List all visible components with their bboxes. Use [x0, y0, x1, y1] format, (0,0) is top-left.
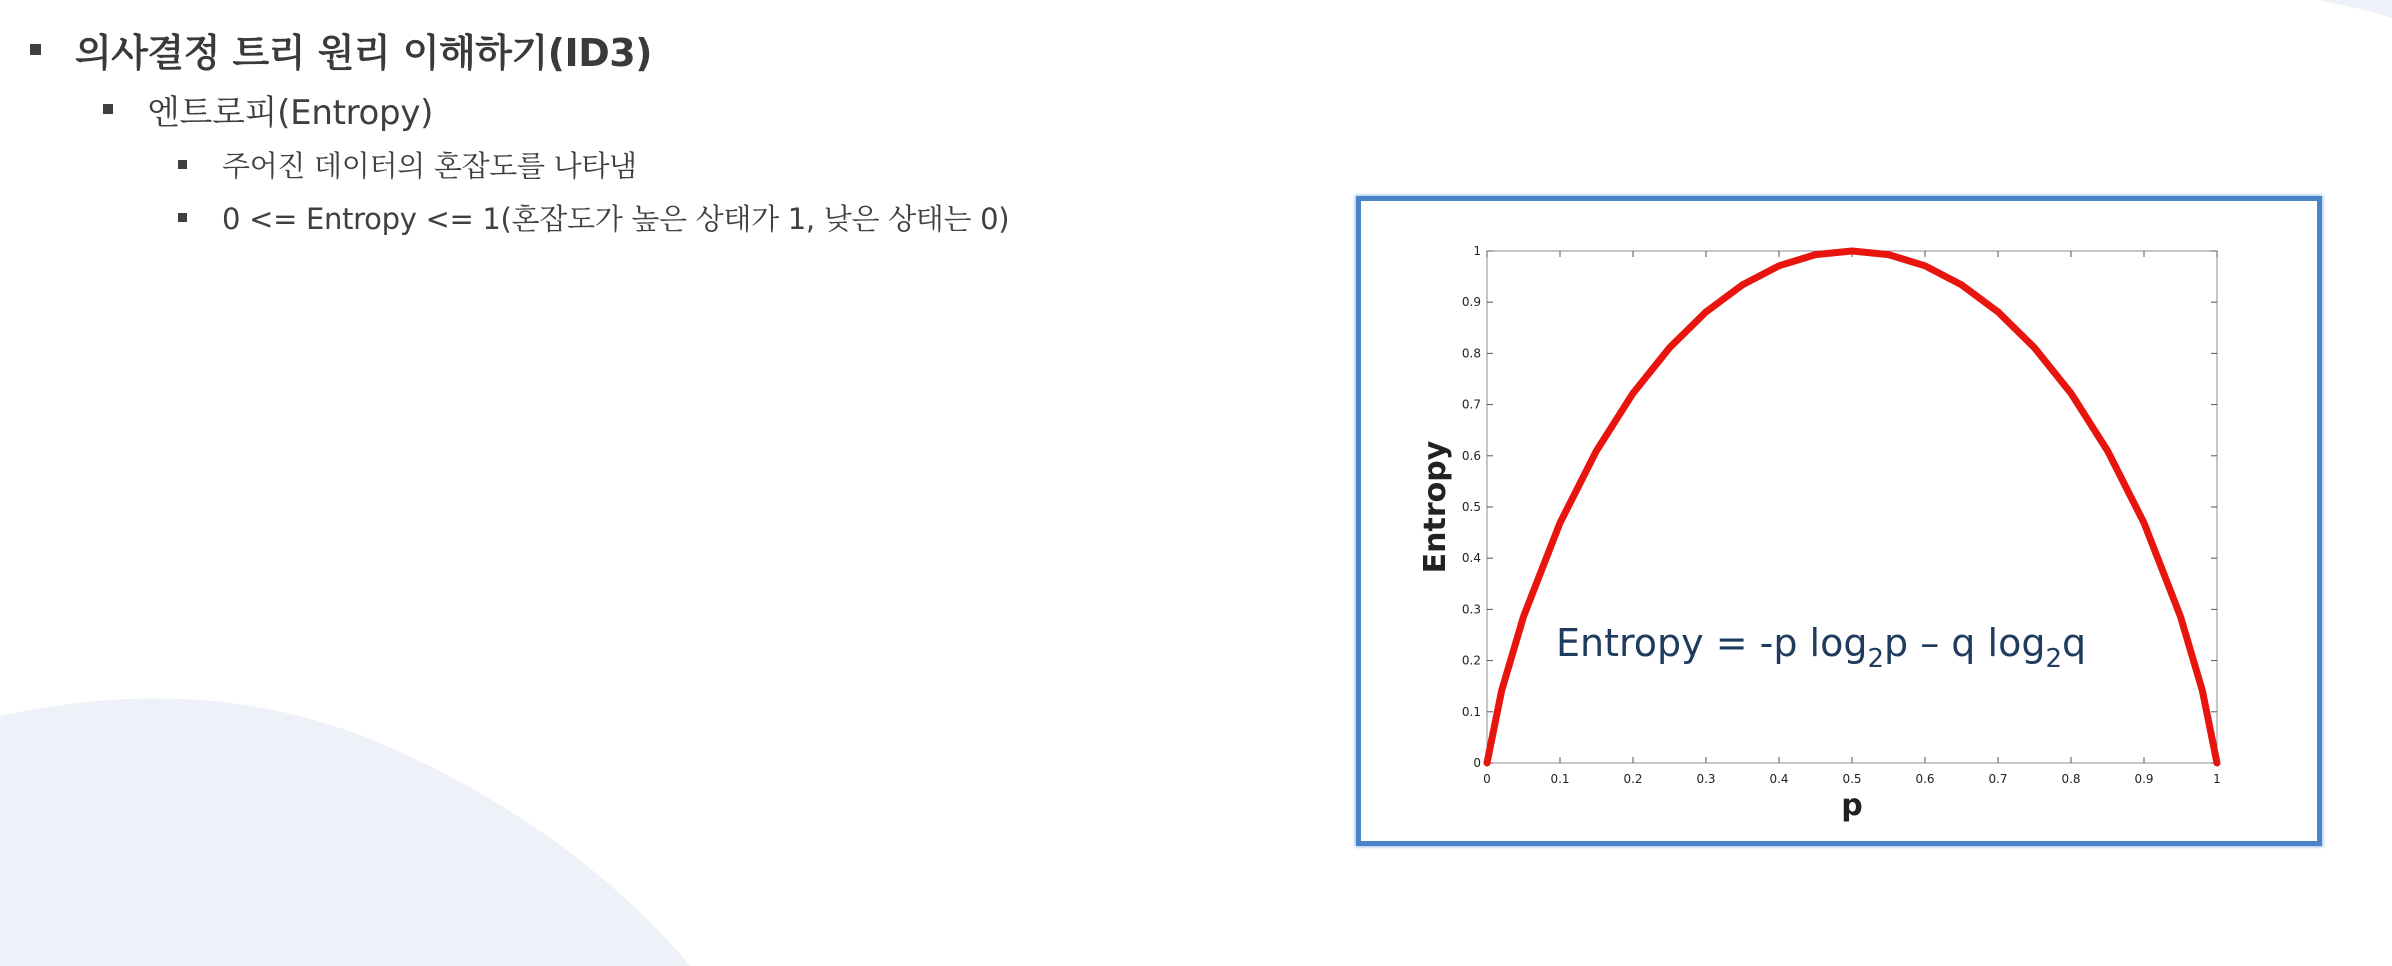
x-tick-label: 0.4 — [1769, 772, 1789, 786]
slide-title: 의사결정 트리 원리 이해하기(ID3) — [75, 30, 653, 75]
x-tick-label: 0.2 — [1623, 772, 1643, 786]
y-tick-label: 0.3 — [1461, 602, 1481, 617]
formula-subscript-1: 2 — [1867, 644, 1885, 674]
x-tick-label: 0.9 — [2134, 772, 2154, 786]
plot-area — [1487, 251, 2217, 763]
square-bullet-icon — [178, 160, 187, 169]
bullet-point-text: 주어진 데이터의 혼잡도를 나타냄 — [222, 148, 637, 183]
x-axis-label: p — [1841, 788, 1863, 823]
square-bullet-icon — [178, 213, 187, 222]
y-tick-label: 1 — [1473, 244, 1481, 258]
bullet-point-1 — [178, 144, 637, 184]
y-tick-label: 0.8 — [1461, 346, 1481, 361]
bullet-point-text: 0 <= Entropy <= 1(혼잡도가 높은 상태가 1, 낮은 상태는 0) — [222, 201, 1010, 236]
y-tick-label: 0.2 — [1461, 653, 1481, 668]
formula-subscript-2: 2 — [2045, 644, 2062, 674]
y-tick-label: 0.4 — [1461, 551, 1481, 566]
square-bullet-icon — [103, 104, 113, 114]
x-tick-label: 0.5 — [1842, 772, 1862, 786]
x-tick-label: 0 — [1483, 772, 1491, 786]
formula-suffix: q — [2062, 621, 2087, 665]
y-tick-label: 0.5 — [1461, 500, 1481, 514]
formula-middle: p – q log — [1884, 621, 2046, 665]
top-right-wave — [2318, 0, 2392, 18]
entropy-figure-frame — [1356, 196, 2322, 846]
bullet-point-2 — [178, 197, 1009, 237]
formula-prefix: Entropy = -p log — [1556, 621, 1868, 665]
heading-level2 — [103, 86, 433, 132]
square-bullet-icon — [30, 44, 41, 55]
x-tick-label: 0.3 — [1696, 772, 1716, 786]
x-tick-label: 1 — [2213, 772, 2221, 786]
y-tick-label: 0.7 — [1461, 397, 1481, 412]
slide-subtitle: 엔트로피(Entropy) — [147, 92, 434, 133]
heading-level1 — [30, 24, 652, 74]
x-tick-label: 0.6 — [1915, 772, 1935, 786]
x-tick-label: 0.7 — [1988, 772, 2008, 786]
y-axis-label: Entropy — [1418, 440, 1453, 574]
y-tick-label: 0.6 — [1461, 448, 1481, 463]
bottom-left-wave — [0, 698, 690, 966]
entropy-chart — [1361, 201, 2317, 841]
y-tick-label: 0.1 — [1461, 704, 1481, 719]
y-tick-label: 0.9 — [1461, 295, 1481, 310]
y-tick-label: 0 — [1473, 756, 1481, 770]
x-tick-label: 0.8 — [2061, 772, 2081, 786]
x-tick-label: 0.1 — [1550, 772, 1570, 786]
